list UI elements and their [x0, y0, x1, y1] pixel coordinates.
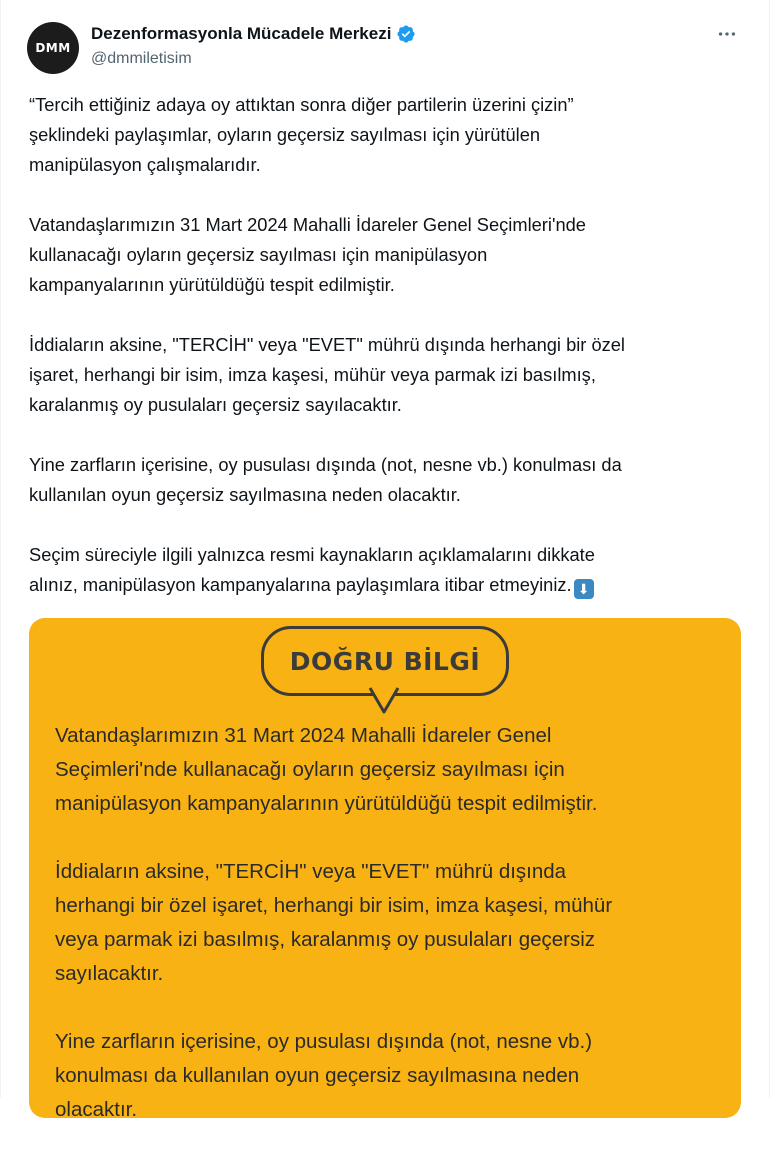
- tweet-paragraph: İddiaların aksine, "TERCİH" veya "EVET" mührü dışında herhangi bir özel işaret, herhangi bir isim, imza kaşesi, mühür veya parmak izi basılmış, karalanmış oy pusulaları geçersiz sayılacaktır.: [29, 334, 625, 415]
- speech-bubble: [261, 626, 509, 696]
- tweet-paragraph: “Tercih ettiğiniz adaya oy attıktan sonra diğer partilerin üzerini çizin” şeklindeki paylaşımlar, oyların geçersiz sayılması için yürütülen manipülasyon çalışmalarıdır.: [29, 94, 574, 175]
- tweet-paragraph-last: [29, 540, 744, 600]
- tweet-media-image[interactable]: [29, 618, 741, 1121]
- media-label: DOĞRU BİLGİ: [289, 646, 481, 676]
- avatar[interactable]: [27, 22, 79, 74]
- avatar-logo-text: DMM: [35, 41, 71, 55]
- arrow-down-emoji-icon: ⬇: [574, 579, 594, 599]
- display-name[interactable]: Dezenformasyonla Mücadele Merkezi: [91, 24, 392, 43]
- media-text: [55, 719, 725, 1161]
- user-handle[interactable]: @dmmiletisim: [91, 50, 192, 67]
- speech-bubble-tail-icon: [369, 688, 399, 714]
- tweet-text: [29, 90, 744, 600]
- more-options-icon[interactable]: [715, 24, 739, 44]
- media-paragraph: Vatandaşlarımızın 31 Mart 2024 Mahalli İdareler Genel Seçimleri'nde kullanacağı oyların geçersiz sayılması için manipülasyon kampanyalarının yürütüldüğü tespit edilmiştir.: [55, 724, 598, 815]
- tweet-paragraph: Yine zarfların içerisine, oy pusulası dışında (not, nesne vb.) konulması da kullanılan oyun geçersiz sayılmasına neden olacaktır.: [29, 454, 622, 505]
- tweet-paragraph-text: Seçim süreciyle ilgili yalnızca resmi kaynakların açıklamalarını dikkate alınız, manipülasyon kampanyalarına paylaşımlara itibar etmeyiniz.: [29, 544, 595, 595]
- tweet-paragraph: Vatandaşlarımızın 31 Mart 2024 Mahalli İdareler Genel Seçimleri'nde kullanacağı oyların geçersiz sayılması için manipülasyon kampanyalarının yürütüldüğü tespit edilmiştir.: [29, 214, 586, 295]
- media-paragraph: Yine zarfların içerisine, oy pusulası dışında (not, nesne vb.) konulması da kullanılan oyun geçersiz sayılmasına neden olacaktır.: [55, 1030, 593, 1121]
- name-row: [91, 24, 416, 44]
- tweet-header: [27, 20, 747, 76]
- verified-badge-icon: [396, 24, 416, 44]
- media-paragraph: İddiaların aksine, "TERCİH" veya "EVET" mührü dışında herhangi bir özel işaret, herhangi bir isim, imza kaşesi, mühür veya parmak izi basılmış, karalanmış oy pusulaları geçersiz sayılacaktır.: [55, 860, 613, 985]
